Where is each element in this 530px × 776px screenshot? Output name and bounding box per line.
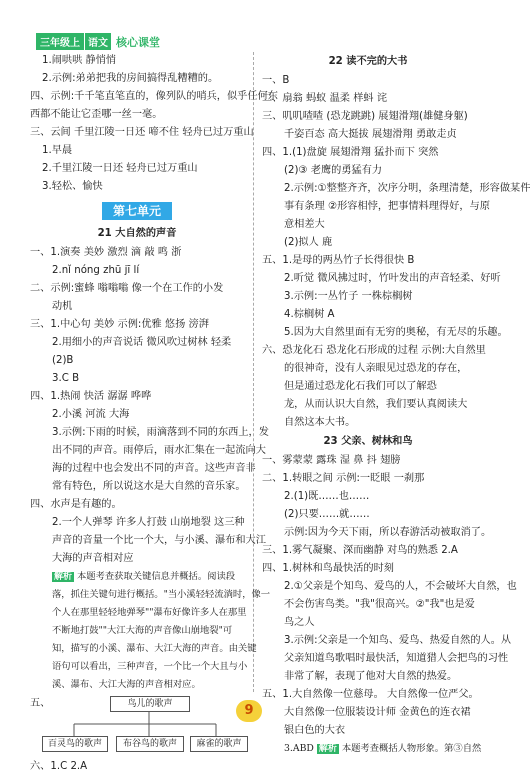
answer-line: 一、雾蒙蒙 露珠 湿 鼻 抖 翅膀	[262, 455, 401, 466]
answer-line: 二、扇翁 蚂蚁 温柔 样蚪 诧	[262, 93, 388, 104]
answer-line: 3.C B	[52, 373, 80, 384]
analysis-tag: 解析	[318, 744, 337, 754]
section-title: 23 父亲、树林和鸟	[323, 436, 413, 447]
answer-line: 3.示例:父亲是一个知鸟、爱鸟、热爱自然的人。从	[284, 635, 512, 646]
section-title: 22 读不完的大书	[328, 56, 408, 67]
answer-line: 2.用细小的声音说话 微风吹过树林 轻柔	[52, 337, 232, 348]
diagram-child: 布谷鸟的歌声	[116, 736, 184, 752]
answer-line: 常有特色，所以说这水是大自然的音乐家。	[52, 481, 246, 492]
answer-line: 3.示例:一丛竹子 一株棕榈树	[284, 291, 413, 302]
answer-line: 父亲知道鸟歌唱时最快活，知道猎人会把鸟的习性	[284, 653, 509, 664]
analysis-tag: 解析	[54, 572, 73, 582]
answer-line: 2.一个人弹琴 许多人打鼓 山崩地裂 这三种	[52, 517, 245, 528]
diagram-root: 鸟儿的歌声	[110, 696, 190, 712]
answer-line: 2.千里江陵一日还 轻舟已过万重山	[42, 163, 198, 174]
analysis-line: 个人在那里轻轻地弹琴""瀑布好像许多人在那里	[52, 607, 247, 618]
answer-line: 五、1.大自然像一位慈母。 大自然像一位严父。	[262, 689, 479, 700]
answer-line: 四、1.(1)盘旋 展翅滑翔 猛扑而下 突然	[262, 147, 439, 158]
analysis-line: 语句可以看出，三种声音，一个比一个大且与小	[52, 661, 248, 672]
brand-label: 核心课堂	[116, 35, 160, 49]
answer-line: 3.示例:下雨的时候，雨滴落到不同的东西上，发	[52, 427, 269, 438]
answer-line: 六、1.C 2.A	[30, 761, 88, 772]
grade-label: 三年级上	[36, 33, 84, 50]
answer-line: 鸟之人	[284, 617, 315, 628]
answer-line: 不会伤害鸟类。"我"很高兴。②"我"也是爱	[284, 599, 475, 610]
answer-line: 六、恐龙化石 恐龙化石形成的过程 示例:大自然里	[262, 345, 486, 356]
answer-line: 2.nǐ nóng zhū jī lí	[52, 265, 140, 276]
answer-line: 大海的声音相对应	[52, 553, 134, 564]
question-label: 五、	[30, 698, 51, 709]
answer-line: 动机	[52, 301, 73, 312]
answer-line: (2)只要……就……	[284, 509, 370, 520]
answer-line: 西都不能让它歪哪一丝一毫。	[30, 109, 163, 120]
answer-line: 三、1.中心句 美妙 示例:优雅 悠扬 滂湃	[30, 319, 209, 330]
section-title: 21 大自然的声音	[97, 228, 177, 239]
analysis-line: 本题考查概括人物形象。第③自然	[341, 743, 482, 754]
answer-line: (2)B	[52, 355, 74, 366]
answer-line: 四、示例:千千笔直笔直的，像列队的哨兵，似乎任何东	[30, 91, 278, 102]
answer-line: 二、1.转眼之间 示例:一眨眼 一刹那	[262, 473, 425, 484]
analysis-line: 知，描写的小溪、瀑布、大江大海的声音。由关键	[52, 643, 257, 654]
answer-line: 3.ABD	[284, 743, 314, 754]
answer-line: (2)③ 老鹰的勇猛有力	[284, 165, 383, 176]
answer-line: 声音的音量一个比一个大，与小溪、瀑布和大江	[52, 535, 266, 546]
answer-line: 二、示例:蜜蜂 嗡嗡嗡 像一个在工作的小发	[30, 283, 224, 294]
answer-line: 示例:因为今天下雨，所以春游活动被取消了。	[284, 527, 492, 538]
answer-line: 5.因为大自然里面有无穷的奥秘，有无尽的乐趣。	[284, 327, 508, 338]
answer-line: 大自然像一位服装设计师 金黄色的连衣裙	[284, 707, 471, 718]
answer-line: 2.(1)既……也……	[284, 491, 370, 502]
right-column	[262, 52, 530, 759]
answer-line: 龙，从而认识大自然，我们要认真阅读大自然这本大书。	[284, 399, 468, 428]
analysis-line: 本题考查获取关键信息并概括。阅读段	[76, 571, 236, 582]
answer-line: 五、1.是母的两丛竹子长得很快 B	[262, 255, 415, 266]
analysis-line: 溪、瀑布、大江大海的声音相对应。	[52, 679, 201, 690]
answer-line: 四、水声是有趣的。	[30, 499, 122, 510]
answer-line: 海的过程中也会发出不同的声音。这些声音非	[52, 463, 256, 474]
answer-line: 2.小溪 河流 大海	[52, 409, 130, 420]
answer-line: 千姿百态 高大挺拔 展翅滑翔 勇敢走贞	[284, 129, 457, 140]
answer-line: 一、B	[262, 75, 290, 86]
answer-line: 三、云间 千里江陵一日还 啼不住 轻舟已过万重山	[30, 127, 254, 138]
answer-line: (2)拟人 鹿	[284, 237, 333, 248]
answer-line: 的很神奇，没有人亲眼见过恐龙的存在，但是通过恐龙化石我们可以了解恐	[284, 363, 468, 392]
answer-line: 2.听觉 微风拂过时，竹叶发出的声音轻柔、好听	[284, 273, 501, 284]
analysis-line: 落，抓住关键句进行概括。"当小溪轻轻流淌时，像一	[52, 589, 271, 600]
answer-line: 1.闹哄哄 静悄悄	[42, 55, 117, 66]
answer-line: 出不同的声音。雨停后，雨水汇集在一起流向大	[52, 445, 266, 456]
answer-line: 一、1.演奏 美妙 激烈 滴 敲 鸣 浙	[30, 247, 182, 258]
answer-line: 2.①父亲是个知鸟、爱鸟的人，不会破坏大自然，也	[284, 581, 517, 592]
answer-line: 2.示例:弟弟把我的房间搞得乱糟糟的。	[42, 73, 219, 84]
subject-label: 语文	[85, 33, 111, 50]
analysis-line: 不断地打鼓""大江大海的声音像山崩地裂"可	[52, 625, 233, 636]
answer-line: 意相差大	[284, 219, 325, 230]
page-header	[36, 34, 160, 49]
diagram-child: 百灵鸟的歌声	[42, 736, 108, 752]
answer-line: 四、1.热闹 快活 潺潺 哗哗	[30, 391, 152, 402]
analysis-block	[262, 740, 482, 759]
answer-line: 3.轻松、愉快	[42, 181, 103, 192]
answer-line: 2.示例:①整整齐齐，次序分明，条理清楚，形容做某件	[284, 183, 530, 194]
answer-line: 四、1.树林和鸟最快活的时刻	[262, 563, 394, 574]
diagram-child: 麻雀的歌声	[190, 736, 248, 752]
bird-song-diagram	[30, 694, 244, 758]
analysis-block	[30, 568, 271, 694]
answer-line: 三、叽叽喳喳 (恐龙跳跳) 展翅滑翔(雄健身躯)	[262, 111, 468, 122]
unit-title: 第七单元	[102, 202, 172, 220]
page-number: 9	[236, 700, 262, 722]
answer-line: 非常了解，表现了他对大自然的热爱。	[284, 671, 458, 682]
answer-line: 银白色的大衣	[284, 725, 346, 736]
answer-line: 1.早晨	[42, 145, 73, 156]
answer-line: 事有条理 ②形容相悖，把事情料理得好，与原	[284, 201, 490, 212]
answer-line: 三、1.雾气凝聚、深而幽静 对鸟的熟悉 2.A	[262, 545, 458, 556]
answer-line: 4.棕榈树 A	[284, 309, 335, 320]
